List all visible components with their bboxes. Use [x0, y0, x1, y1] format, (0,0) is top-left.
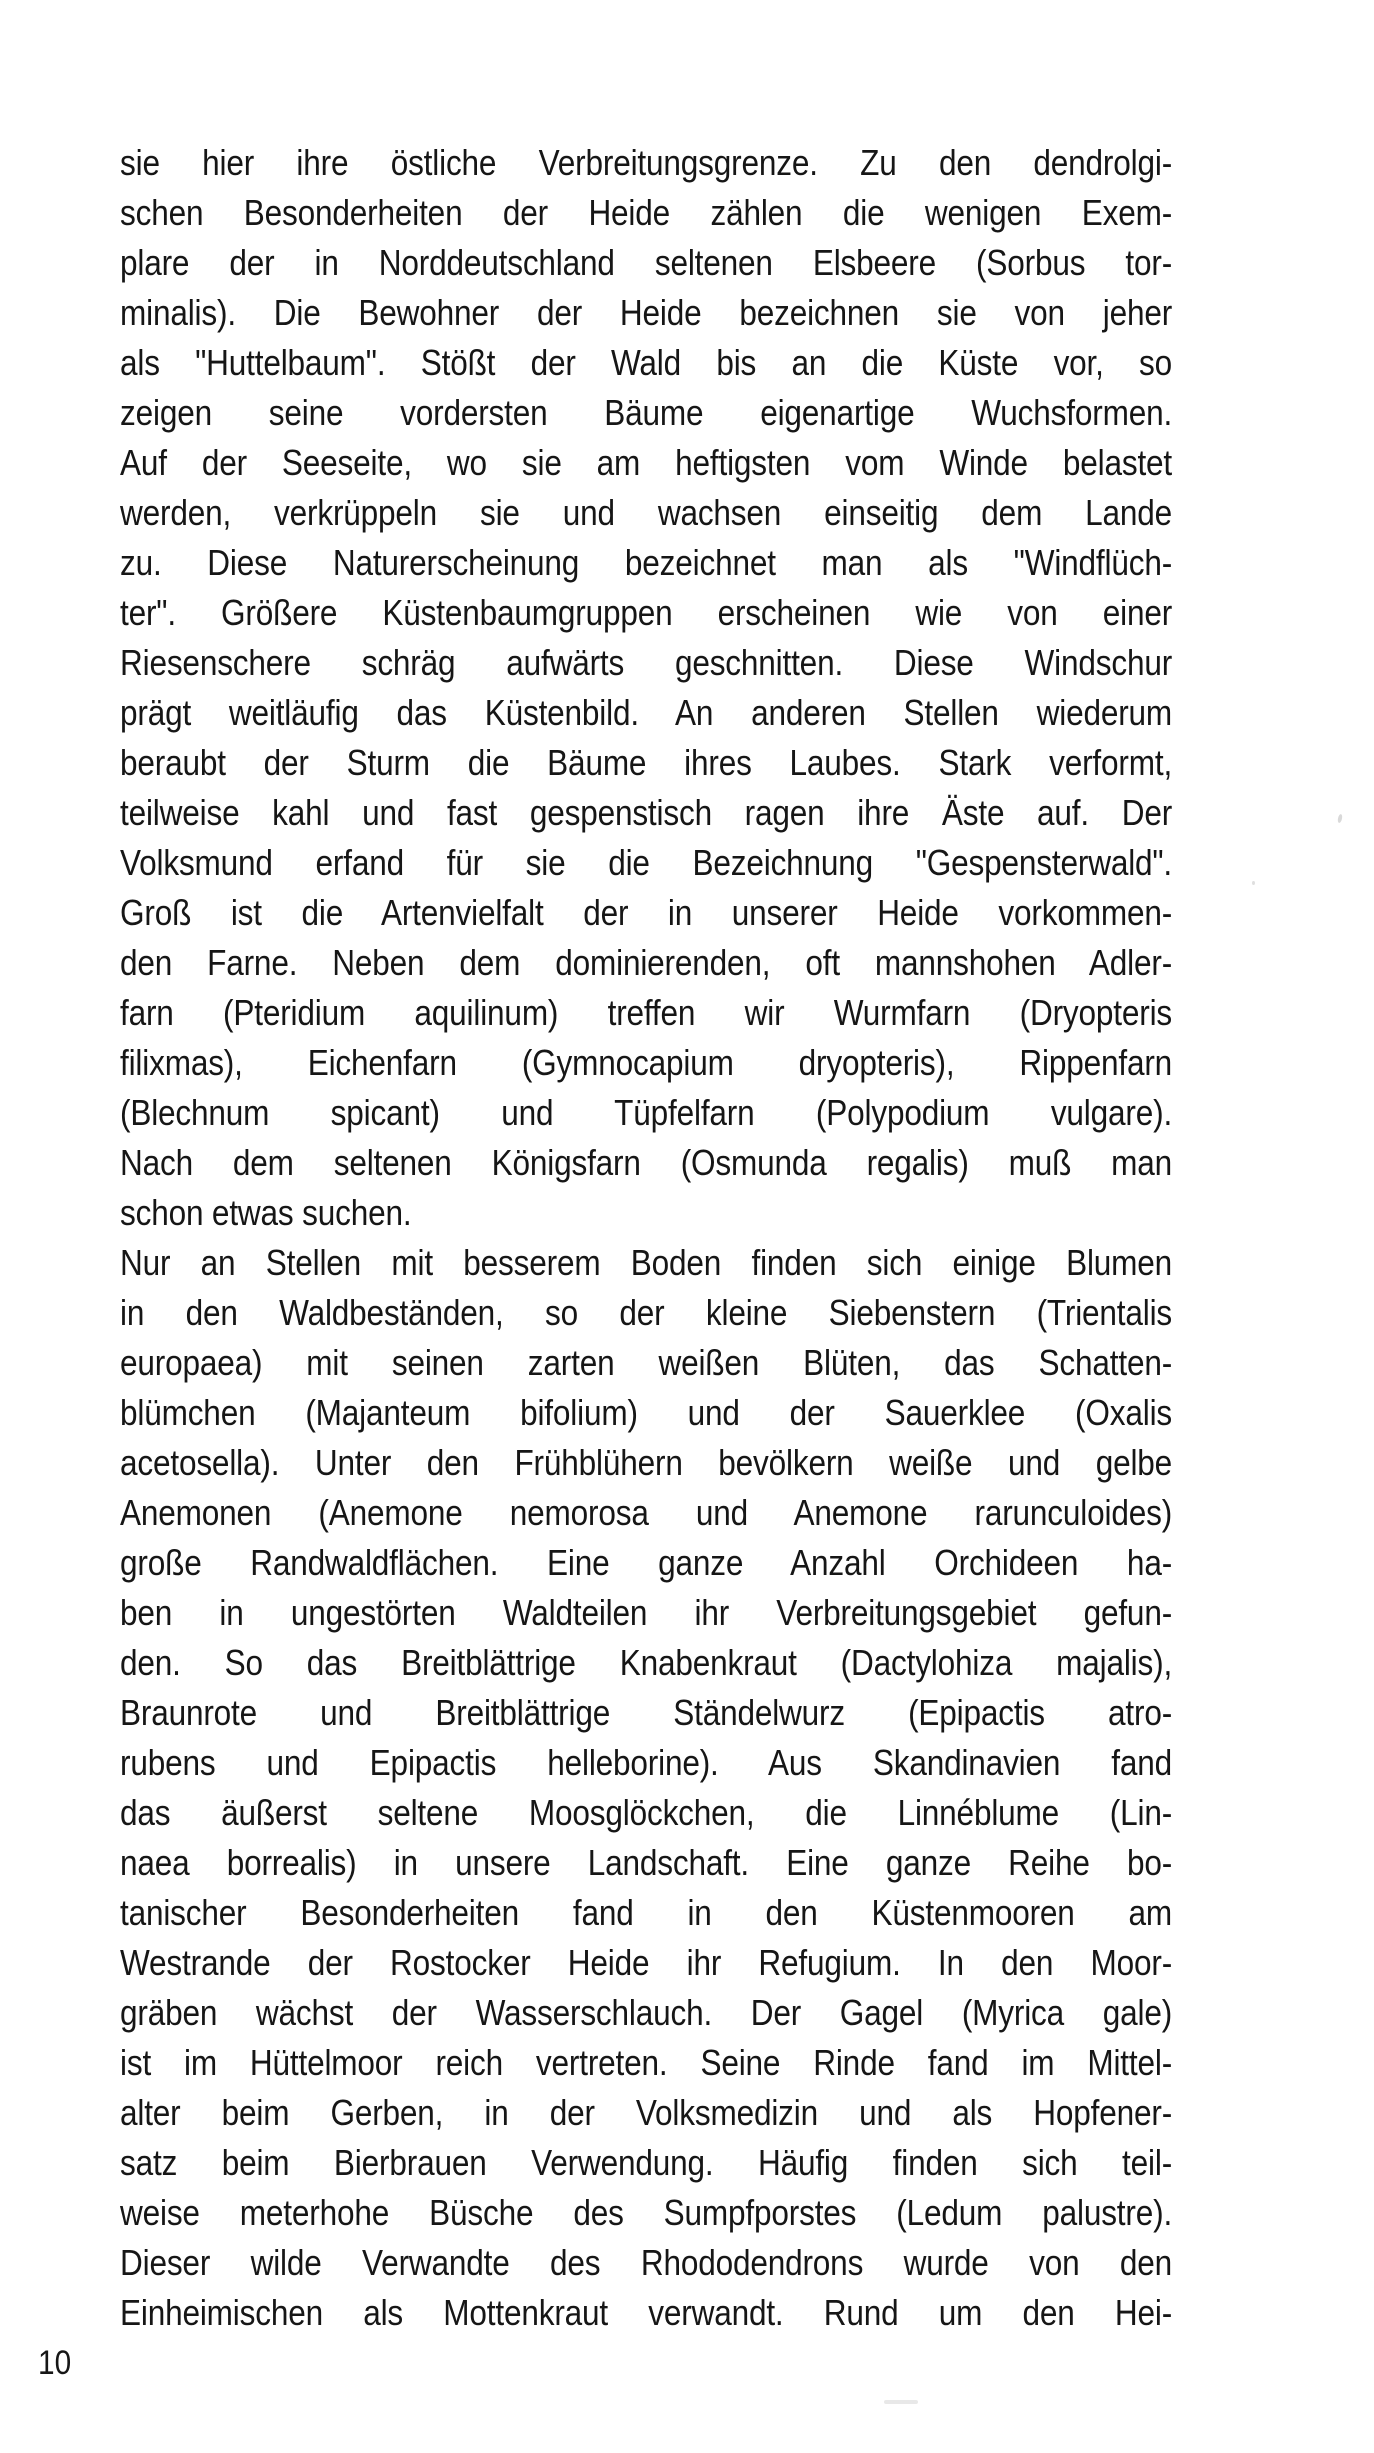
text-line: tanischer Besonderheiten fand in den Küstenmooren am [120, 1892, 1173, 1933]
text-line: prägt weitläufig das Küstenbild. An anderen Stellen wiederum [120, 692, 1173, 733]
text-line: blümchen (Majanteum bifolium) und der Sauerklee (Oxalis [120, 1392, 1173, 1433]
text-line: ist im Hüttelmoor reich vertreten. Seine Rinde fand im Mittel- [120, 2042, 1173, 2083]
text-line: Nur an Stellen mit besserem Boden finden sich einige Blumen [120, 1242, 1173, 1283]
text-line: Nach dem seltenen Königsfarn (Osmunda regalis) muß man [120, 1142, 1173, 1183]
text-line: Riesenschere schräg aufwärts geschnitten. Diese Windschur [120, 642, 1173, 683]
text-line: Anemonen (Anemone nemorosa und Anemone rarunculoides) [120, 1492, 1173, 1533]
text-line: alter beim Gerben, in der Volksmedizin und als Hopfener- [120, 2092, 1173, 2133]
text-line: minalis). Die Bewohner der Heide bezeichnen sie von jeher [120, 292, 1173, 333]
scan-artifact [1337, 814, 1343, 824]
text-line: Einheimischen als Mottenkraut verwandt. Rund um den Hei- [120, 2292, 1173, 2333]
text-line: satz beim Bierbrauen Verwendung. Häufig finden sich teil- [120, 2142, 1173, 2183]
text-line: Westrande der Rostocker Heide ihr Refugium. In den Moor- [120, 1942, 1173, 1983]
text-line: in den Waldbeständen, so der kleine Siebenstern (Trientalis [120, 1292, 1173, 1333]
text-line: den Farne. Neben dem dominierenden, oft mannshohen Adler- [120, 942, 1173, 983]
text-line: werden, verkrüppeln sie und wachsen einseitig dem Lande [120, 492, 1173, 533]
text-line: beraubt der Sturm die Bäume ihres Laubes. Stark verformt, [120, 742, 1173, 783]
text-line: ter". Größere Küstenbaumgruppen erscheinen wie von einer [120, 592, 1173, 633]
text-line: schen Besonderheiten der Heide zählen die wenigen Exem- [120, 192, 1173, 233]
text-line: große Randwaldflächen. Eine ganze Anzahl Orchideen ha- [120, 1542, 1173, 1583]
text-line: rubens und Epipactis helleborine). Aus Skandinavien fand [120, 1742, 1173, 1783]
text-line: filixmas), Eichenfarn (Gymnocapium dryopteris), Rippenfarn [120, 1042, 1173, 1083]
text-line: Dieser wilde Verwandte des Rhododendrons wurde von den [120, 2242, 1173, 2283]
text-line: acetosella). Unter den Frühblühern bevölkern weiße und gelbe [120, 1442, 1173, 1483]
text-line: ben in ungestörten Waldteilen ihr Verbreitungsgebiet gefun- [120, 1592, 1173, 1633]
text-line: das äußerst seltene Moosglöckchen, die Linnéblume (Lin- [120, 1792, 1173, 1833]
text-block [120, 138, 1172, 2338]
text-line: (Blechnum spicant) und Tüpfelfarn (Polypodium vulgare). [120, 1092, 1173, 1133]
text-line: europaea) mit seinen zarten weißen Blüten, das Schatten- [120, 1342, 1173, 1383]
text-line: plare der in Norddeutschland seltenen Elsbeere (Sorbus tor- [120, 242, 1173, 283]
text-line: zu. Diese Naturerscheinung bezeichnet man als "Windflüch- [120, 542, 1173, 583]
text-line: Auf der Seeseite, wo sie am heftigsten vom Winde belastet [120, 442, 1173, 483]
text-line: gräben wächst der Wasserschlauch. Der Gagel (Myrica gale) [120, 1992, 1173, 2033]
scan-artifact [1252, 881, 1255, 885]
text-line: Groß ist die Artenvielfalt der in unserer Heide vorkommen- [120, 892, 1173, 933]
text-line: farn (Pteridium aquilinum) treffen wir Wurmfarn (Dryopteris [120, 992, 1173, 1033]
text-line: Braunrote und Breitblättrige Ständelwurz (Epipactis atro- [120, 1692, 1173, 1733]
text-line: sie hier ihre östliche Verbreitungsgrenze. Zu den dendrolgi- [120, 142, 1173, 183]
text-line: Volksmund erfand für sie die Bezeichnung "Gespensterwald". [120, 842, 1173, 883]
page-number: 10 [38, 2344, 72, 2382]
text-line: als "Huttelbaum". Stößt der Wald bis an die Küste vor, so [120, 342, 1173, 383]
scan-artifact [884, 2400, 918, 2404]
text-line: den. So das Breitblättrige Knabenkraut (Dactylohiza majalis), [120, 1642, 1173, 1683]
text-line: teilweise kahl und fast gespenstisch ragen ihre Äste auf. Der [120, 792, 1173, 833]
text-line: naea borrealis) in unsere Landschaft. Eine ganze Reihe bo- [120, 1842, 1173, 1883]
text-line: weise meterhohe Büsche des Sumpfporstes (Ledum palustre). [120, 2192, 1173, 2233]
text-line: zeigen seine vordersten Bäume eigenartige Wuchsformen. [120, 392, 1173, 433]
text-line: schon etwas suchen. [120, 1192, 412, 1233]
